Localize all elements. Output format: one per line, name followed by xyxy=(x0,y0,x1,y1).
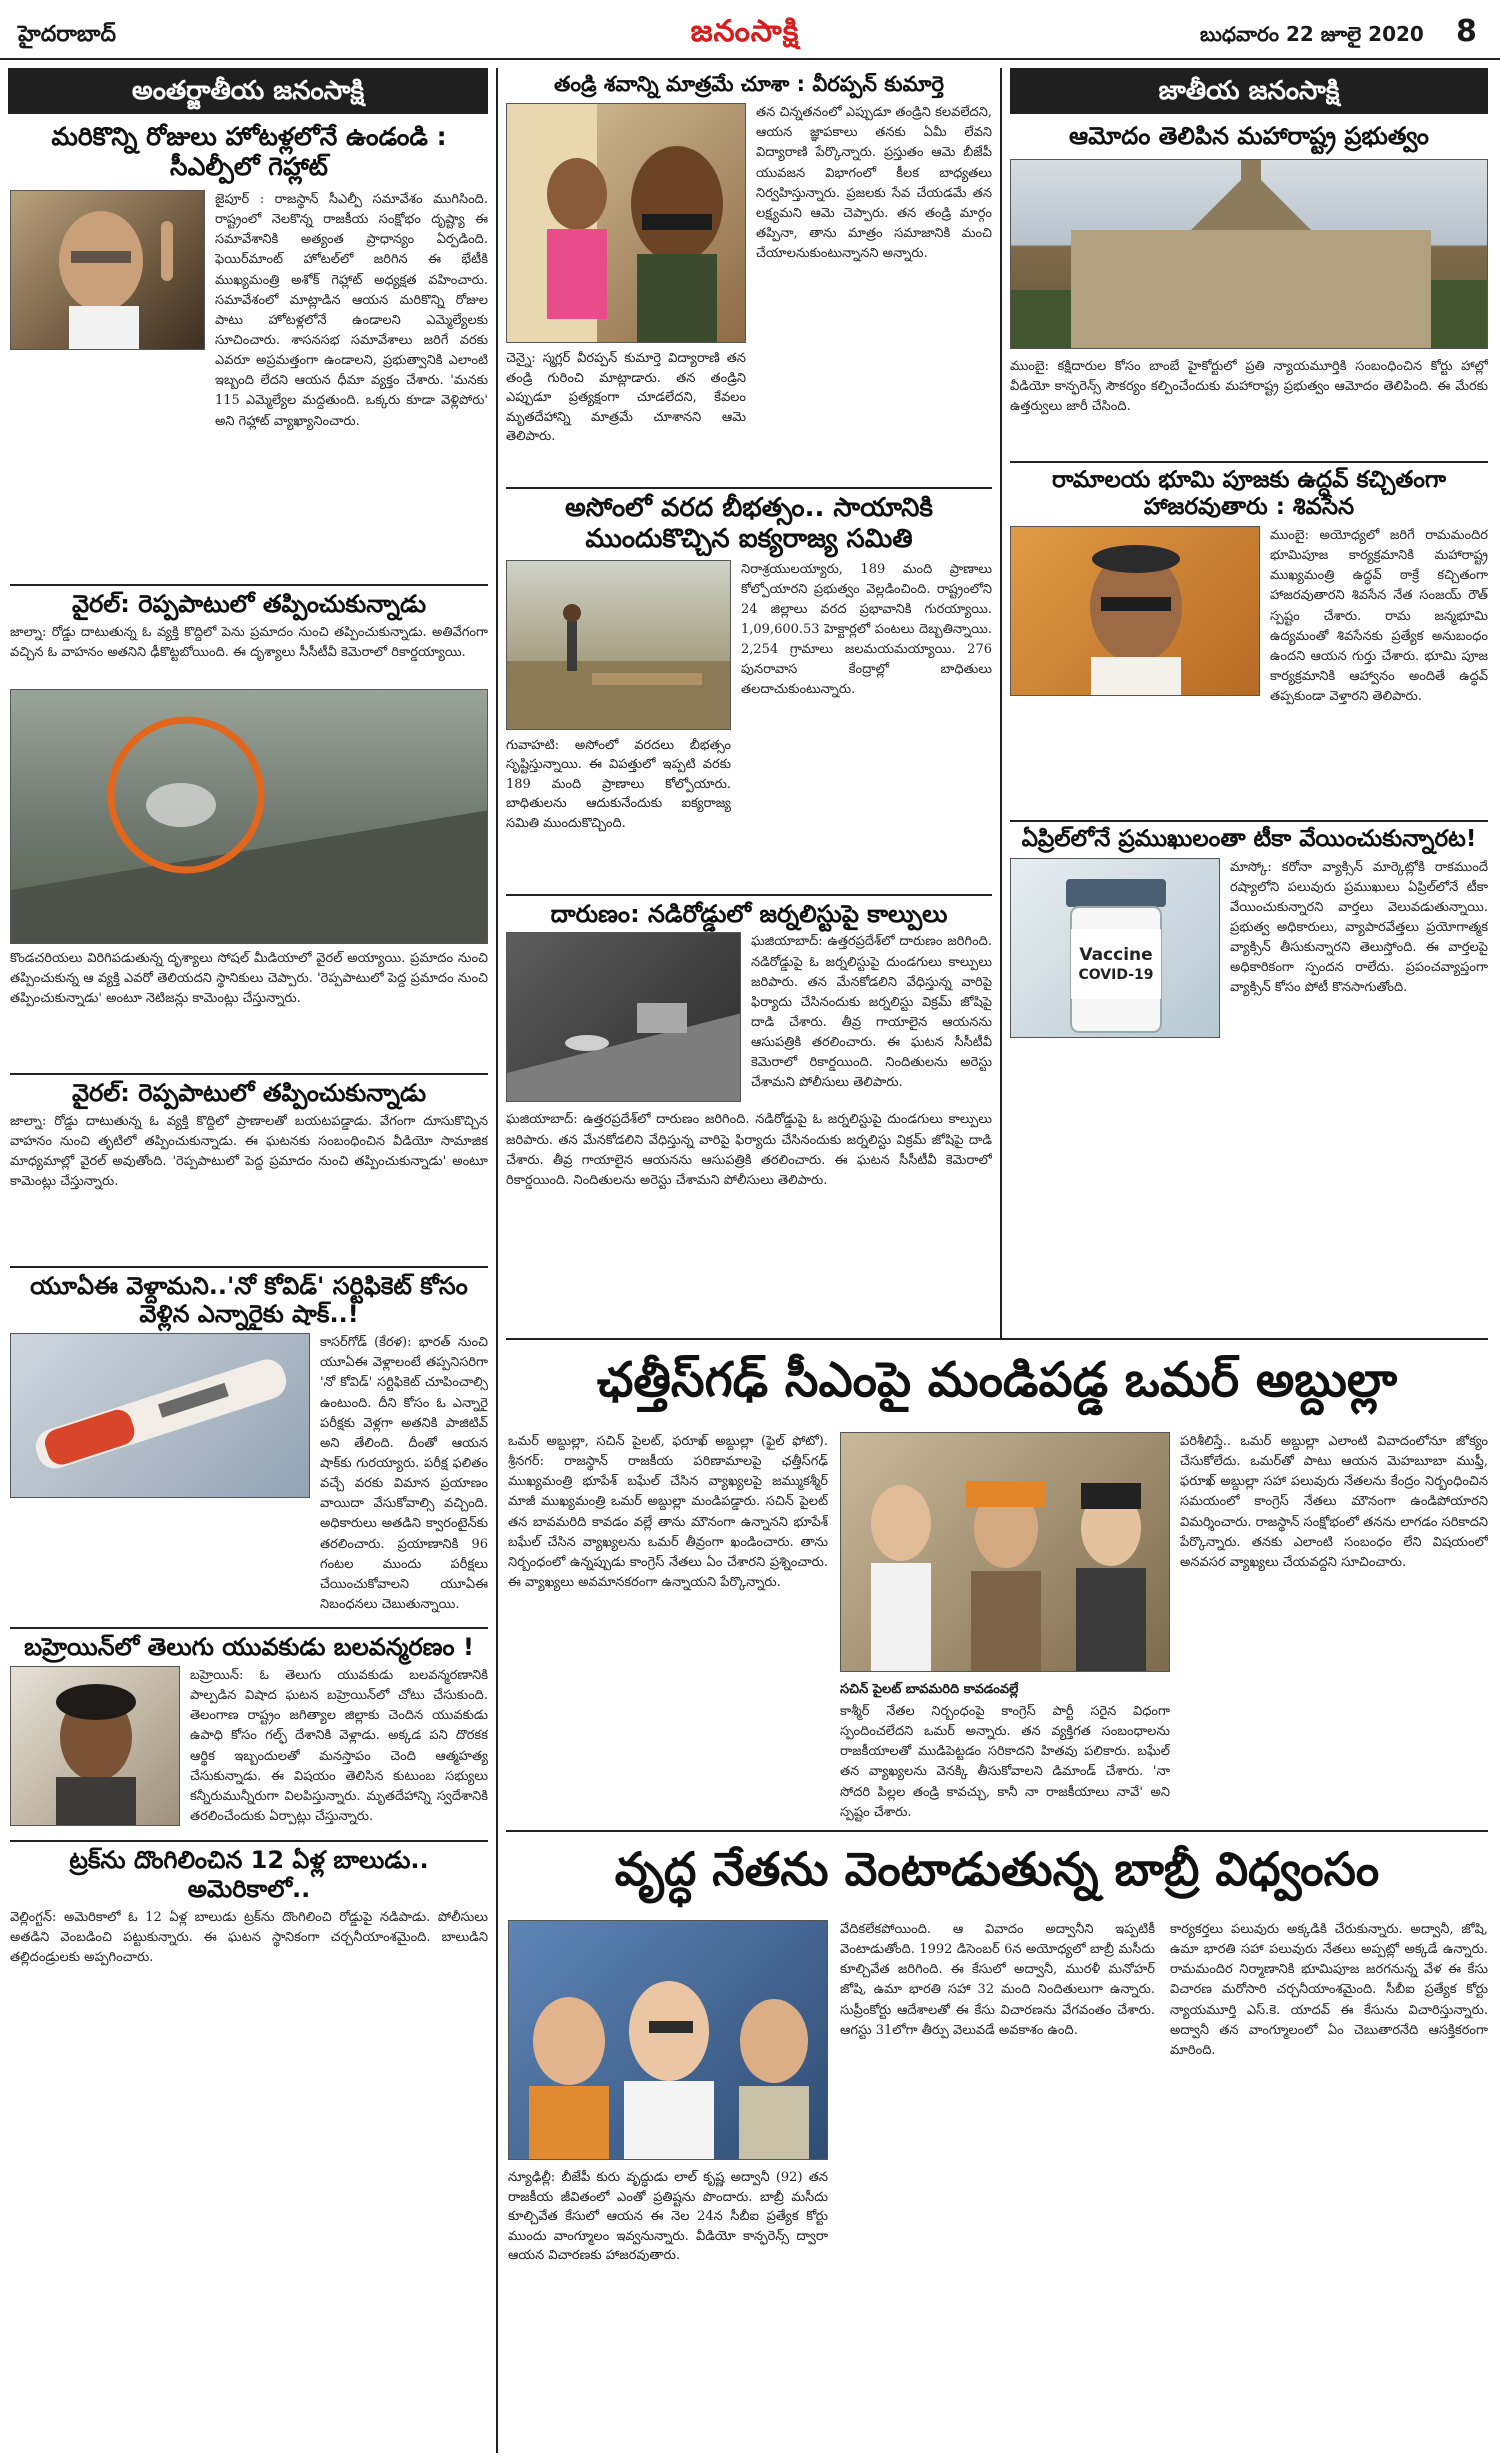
column-national xyxy=(1010,122,1488,1334)
page-number: 8 xyxy=(1456,14,1477,49)
photo-gehlot xyxy=(10,190,205,350)
article-veerappan-body: తన చిన్నతనంలో ఎప్పుడూ తండ్రిని కలవలేదని, ఆయన జ్ఞాపకాలు తనకు ఏమీ లేవని విద్యారాణి పేర్కొన్నారు. ప్రస్తుతం ఆమె బీజేపీ యువజన విభాగంలో కీలక బాధ్యతలు నిర్వహిస్తున్నారు. ప్రజలకు సేవ చేయడమే తన లక్ష్యమని ఆమె చెప్పారు. తన తండ్రి మార్గం తప్పినా, తాను మాత్రం సమాజానికి మంచి చేయాలనుకుంటున్నానని అన్నారు. xyxy=(756,105,992,262)
divider xyxy=(10,1073,488,1075)
page-header xyxy=(0,0,1500,60)
article-gehlot-body: జైపూర్ : రాజస్థాన్ సీఎల్పీ సమావేశం ముగిసింది. రాష్ట్రంలో నెలకొన్న రాజకీయ సంక్షోభం దృష్ట్యా ఈ సమావేశానికి అత్యంత ప్రాధాన్యం ఏర్పడింది. ఫెయిర్‌మాంట్ హోటల్‌లో జరిగిన ఈ భేటీకి ముఖ్యమంత్రి అశోక్ గెహ్లాట్ అధ్యక్షత వహించారు. సమావేశంలో మాట్లాడిన ఆయన మరికొన్ని రోజుల పాటు హోటళ్లలోనే ఉండాలని ఎమ్మెల్యేలకు సూచించారు. శాసనసభ సమావేశాలు జరిగే వరకు ఎవరూ అప్రమత్తంగా ఉండాలని, ప్రభుత్వానికి ఎలాంటి ఇబ్బంది లేదని ఆయన ధీమా వ్యక్తం చేశారు. 'మనకు 115 ఎమ్మెల్యేల మద్దతుంది. ఒక్కరు కూడా వెళ్లిపోరు' అని గెహ్లాట్ వ్యాఖ్యానించారు. xyxy=(215,192,488,429)
divider xyxy=(506,894,992,896)
dateline-city: హైదరాబాద్ xyxy=(18,22,116,47)
section-banner-national: జాతీయ జనంసాక్షి xyxy=(1010,68,1488,114)
vial-label-covid: COVID-19 xyxy=(1078,966,1154,983)
column-rule xyxy=(496,68,498,1338)
photo-sanjay-raut xyxy=(1010,526,1260,696)
article-omar-right: పరిశీలిస్తే.. ఒమర్ అబ్దుల్లా ఎలాంటి వివాదంలోనూ జోక్యం చేసుకోలేదు. ఒమర్‌తో పాటు ఆయన మెహబూబా ముఫ్తీ, ఫరూఖ్ అబ్దుల్లా సహా పలువురు నేతలను కేంద్రం నిర్బంధించిన సమయంలో కాంగ్రెస్ నేతలు మౌనంగా ఉండిపోయారని విమర్శించారు. రాజస్థాన్ సంక్షోభంలో తనను లాగడం సరికాదని పేర్కొన్నారు. తనకు ఎలాంటి సంబంధం లేని విషయంలో అనవసర వ్యాఖ్యలు చేయవద్దని సూచించారు. xyxy=(1180,1434,1488,1570)
caption-babri: న్యూఢిల్లీ: బీజేపీ కురు వృద్ధుడు లాల్ కృష్ణ అద్వానీ (92) తన రాజకీయ జీవితంలో ఎంతో ప్రతిష్టను పొందారు. బాబ్రీ మసీదు కూల్చివేత కేసులో ఆయన ఈ నెల 24న సీబీఐ ప్రత్యేక కోర్టు ముందు వాంగ్మూలం ఇవ్వనున్నారు. వీడియో కాన్ఫరెన్స్ ద్వారా ఆయన విచారణకు హాజరవుతారు. xyxy=(508,2170,828,2263)
article-viral-1-cont: కొండచరియలు విరిగిపడుతున్న దృశ్యాలు సోషల్ మీడియాలో వైరల్ అయ్యాయి. ప్రమాదం నుంచి తప్పించుకున్న ఆ వ్యక్తి ఎవరో తెలియదని స్థానికులు చెప్పారు. 'రెప్పపాటులో పెద్ద ప్రమాదం నుంచి తప్పించుకున్నాడు' అంటూ నెటిజన్లు కామెంట్లు చేస్తున్నారు. xyxy=(10,950,488,1007)
headline-omar-abdullah: ఛత్తీస్‌గఢ్ సీఎంపై మండిపడ్డ ఒమర్ అబ్దుల్లా xyxy=(596,1352,1398,1408)
divider xyxy=(10,1266,488,1268)
vial-label-vaccine: Vaccine xyxy=(1079,944,1153,965)
headline-viral-1: వైరల్: రెప్పపాటులో తప్పించుకున్నాడు xyxy=(71,590,427,618)
divider xyxy=(506,1338,1488,1340)
divider xyxy=(10,584,488,586)
caption-veerappan: చెన్నై: స్మగ్లర్ వీరప్పన్ కుమార్తె విద్యారాణి తన తండ్రి గురించి మాట్లాడారు. తన తండ్రిని ఎప్పుడూ ప్రత్యక్షంగా చూడలేదని, కేవలం మృతదేహాన్ని మాత్రమే చూశానని ఆమె తెలిపారు. xyxy=(506,351,746,445)
column-rule xyxy=(496,1338,498,2453)
headline-maharashtra: ఆమోదం తెలిపిన మహారాష్ట్ర ప్రభుత్వం xyxy=(1069,122,1429,150)
photo-assam-flood xyxy=(506,560,731,730)
divider xyxy=(10,1840,488,1842)
article-babri-mid: వేదికలేకపోయింది. ఆ వివాదం అద్వానీని ఇప్పటికీ వెంటాడుతోంది. 1992 డిసెంబర్ 6న అయోధ్యలో బాబ్రీ మసీదు కూల్చివేత జరిగింది. ఈ కేసులో అద్వానీ, మురళీ మనోహర్ జోషి, ఉమా భారతి సహా 32 మంది నిందితులుగా ఉన్నారు. సుప్రీంకోర్టు ఆదేశాలతో ఈ కేసు విచారణను వేగవంతం చేశారు. ఆగస్టు 31లోగా తీర్పు వెలువడే అవకాశం ఉంది. xyxy=(840,1922,1155,2038)
column-international xyxy=(10,122,488,2457)
masthead-logo: జనంసాక్షి xyxy=(690,14,800,49)
caption-assam: గువాహటి: అసోంలో వరదలు బీభత్సం సృష్టిస్తున్నాయి. ఈ విపత్తులో ఇప్పటి వరకు 189 మంది ప్రాణాలు కోల్పోయారు. బాధితులను ఆదుకునేందుకు ఐక్యరాజ్య సమితి ముందుకొచ్చింది. xyxy=(506,737,731,831)
column-middle xyxy=(506,72,992,1334)
section-banner-international: అంతర్జాతీయ జనంసాక్షి xyxy=(8,68,488,114)
article-vaccine-body: మాస్కో: కరోనా వ్యాక్సిన్ మార్కెట్లోకి రాకముందే రష్యాలోని పలువురు ప్రముఖులు ఏప్రిల్‌లోనే టీకా వేయించుకున్నారని వార్తలు వెలువడుతున్నాయి. ప్రభుత్వ అధికారులు, వ్యాపారవేత్తలు ప్రయోగాత్మక వ్యాక్సిన్ తీసుకున్నారని తెలుస్తోంది. ఈ వార్తలపై అధికారికంగా స్పందన రాలేదు. ప్రపంచవ్యాప్తంగా వ్యాక్సిన్ కోసం పోటీ కొనసాగుతోంది. xyxy=(1230,859,1488,996)
photo-bombay-high-court xyxy=(1010,159,1488,349)
headline-veerappan: తండ్రి శవాన్ని మాత్రమే చూశా : వీరప్పన్ కుమార్తె xyxy=(554,72,944,96)
article-viral-1-body: జాల్నా: రోడ్డు దాటుతున్న ఓ వ్యక్తి కొద్దిలో పెను ప్రమాదం నుంచి తప్పించుకున్నాడు. అతివేగంగా వచ్చిన ఓ వాహనం అతనిని ఢీకొట్టబోయింది. ఈ దృశ్యాలు సీసీటీవీ కెమెరాలో రికార్డయ్యాయి. xyxy=(10,624,488,660)
divider xyxy=(1010,461,1488,463)
photo-bahrain-youth xyxy=(10,1666,180,1826)
article-journalist-intro: ఘజియాబాద్: ఉత్తరప్రదేశ్‌లో దారుణం జరిగింది. నడిరోడ్డుపై ఓ జర్నలిస్టుపై దుండగులు కాల్పులు జరిపారు. తన మేనకోడలిని వేధిస్తున్న వారిపై ఫిర్యాదు చేసినందుకు జర్నలిస్టు విక్రమ్ జోషిపై దాడి చేశారు. తీవ్ర గాయాలైన ఆయనను ఆసుపత్రికి తరలించారు. ఈ ఘటన సీసీటీవీ కెమెరాలో రికార్డయింది. నిందితులను అరెస్టు చేశామని పోలీసులు తెలిపారు. xyxy=(751,934,992,1091)
headline-vaccine: ఏప్రిల్‌లోనే ప్రముఖులంతా టీకా వేయించుకున్నారట! xyxy=(1021,825,1477,852)
headline-bahrain: బహ్రెయిన్‌లో తెలుగు యువకుడు బలవన్మరణం ! xyxy=(24,1633,474,1662)
article-babri-right: కార్యకర్తలు పలువురు అక్కడికి చేరుకున్నారు. అద్వానీ, జోషి, ఉమా భారతి సహా పలువురు నేతలు అప్పట్లో అక్కడే ఉన్నారు. రామమందిర నిర్మాణానికి భూమిపూజ జరగనున్న వేళ ఈ కేసు విచారణ మరోసారి చర్చనీయాంశమైంది. సీబీఐ ప్రత్యేక కోర్టు న్యాయమూర్తి ఎస్.కె. యాదవ్ ఈ కేసును విచారిస్తున్నారు. అద్వానీ తన వాంగ్మూలంలో ఏం చెబుతారనేది ఆసక్తికరంగా మారింది. xyxy=(1170,1922,1488,2058)
column-rule xyxy=(1000,68,1002,1338)
headline-journalist: దారుణం: నడిరోడ్డులో జర్నలిస్టుపై కాల్పులు xyxy=(550,899,948,928)
caption-omar-photo: సచిన్ పైలట్ బావమరిది కావడంవల్లే xyxy=(840,1682,1019,1697)
headline-viral-2: వైరల్: రెప్పపాటులో తప్పించుకున్నాడు xyxy=(71,1078,427,1107)
headline-babri: వృద్ధ నేతను వెంటాడుతున్న బాబ్రీ విధ్వంసం xyxy=(614,1842,1380,1896)
divider xyxy=(10,1627,488,1629)
photo-cctv-shooting xyxy=(506,932,741,1102)
article-journalist-body: ఘజియాబాద్: ఉత్తరప్రదేశ్‌లో దారుణం జరిగింది. నడిరోడ్డుపై ఓ జర్నలిస్టుపై దుండగులు కాల్పులు జరిపారు. తన మేనకోడలిని వేధిస్తున్న వారిపై ఫిర్యాదు చేసినందుకు జర్నలిస్టు విక్రమ్ జోషిపై దాడి చేశారు. తీవ్ర గాయాలైన ఆయనను ఆసుపత్రికి తరలించారు. ఈ ఘటన సీసీటీవీ కెమెరాలో రికార్డయింది. నిందితులను అరెస్టు చేశామని పోలీసులు తెలిపారు. xyxy=(506,1112,992,1188)
article-bahrain-body: బహ్రెయిన్: ఓ తెలుగు యువకుడు బలవన్మరణానికి పాల్పడిన విషాద ఘటన బహ్రెయిన్‌లో చోటు చేసుకుంది. తెలంగాణ రాష్ట్రం జగిత్యాల జిల్లాకు చెందిన యువకుడు ఉపాధి కోసం గల్ఫ్ దేశానికి వెళ్లాడు. అక్కడ పని దొరకక ఆర్థిక ఇబ్బందులతో మనస్తాపం చెంది ఆత్మహత్య చేసుకున్నాడు. ఈ విషయం తెలిసిన కుటుంబ సభ్యులు కన్నీరుమున్నీరుగా విలపిస్తున్నారు. మృతదేహాన్ని స్వదేశానికి తరలించేందుకు ఏర్పాట్లు చేస్తున్నారు. xyxy=(190,1667,488,1824)
article-assam-body: నిరాశ్రయులయ్యారు, 189 మంది ప్రాణాలు కోల్పోయారని ప్రభుత్వం వెల్లడించింది. రాష్ట్రంలోని 24 జిల్లాలు వరద ప్రభావానికి గురయ్యాయి. 1,09,600.53 హెక్టార్లలో పంటలు దెబ్బతిన్నాయి. 2,254 గ్రామాలు జలమయమయ్యాయి. 276 పునరావాస కేంద్రాల్లో బాధితులు తలదాచుకుంటున్నారు. xyxy=(741,561,992,698)
photo-advani-leaders xyxy=(508,1920,828,2160)
issue-date: బుధవారం 22 జూలై 2020 xyxy=(1200,22,1424,46)
article-ram-temple-body: ముంబై: అయోధ్యలో జరిగే రామమందిర భూమిపూజ కార్యక్రమానికి మహారాష్ట్ర ముఖ్యమంత్రి ఉద్ధవ్ ఠాక్రే కచ్చితంగా హాజరవుతారని శివసేన నేత సంజయ్ రౌత్ స్పష్టం చేశారు. రామ జన్మభూమి ఉద్యమంతో శివసేనకు ప్రత్యేక అనుబంధం ఉందని ఆయన గుర్తు చేశారు. భూమి పూజ కార్యక్రమానికి ఆహ్వానం అందితే ఉద్ధవ్ తప్పకుండా వెళ్తారని తెలిపారు. xyxy=(1270,527,1488,705)
divider xyxy=(506,487,992,489)
headline-ram-temple: రామాలయ భూమి పూజకు ఉద్ధవ్ కచ్చితంగా హాజరవుతారు : శివసేన xyxy=(1051,466,1447,521)
photo-veerappan-daughter xyxy=(506,103,746,343)
article-truck-body: వెల్లింగ్టన్: అమెరికాలో ఓ 12 ఏళ్ల బాలుడు ట్రక్‌ను దొంగిలించి రోడ్డుపై నడిపాడు. పోలీసులు అతడిని వెంబడించి పట్టుకున్నారు. ఈ ఘటన స్థానికంగా చర్చనీయాంశమైంది. బాలుడిని తల్లిదండ్రులకు అప్పగించారు. xyxy=(10,1909,488,1965)
photo-cctv-road xyxy=(10,689,488,944)
headline-gehlot: మరికొన్ని రోజులు హోటళ్లలోనే ఉండండి : సీఎల్పీలో గెహ్లాట్ xyxy=(51,122,447,181)
photo-omar-pilot-farooq xyxy=(840,1432,1170,1672)
headline-truck: ట్రక్‌ను దొంగిలించిన 12 ఏళ్ల బాలుడు.. అమెరికాలో.. xyxy=(69,1845,429,1903)
headline-nri: యూఏఈ వెళ్దామని..'నో కోవిడ్' సర్టిఫికెట్ కోసం వెళ్లిన ఎన్నారైకు షాక్..! xyxy=(30,1271,468,1329)
photo-covid-test-tube xyxy=(10,1333,310,1498)
article-viral-2-body: జాల్నా: రోడ్డు దాటుతున్న ఓ వ్యక్తి కొద్దిలో ప్రాణాలతో బయటపడ్డాడు. వేగంగా దూసుకొచ్చిన వాహనం నుంచి తృటిలో తప్పించుకున్నాడు. ఈ ఘటనకు సంబంధించిన వీడియో సామాజిక మాధ్యమాల్లో వైరల్ అవుతోంది. 'రెప్పపాటులో పెద్ద ప్రమాదం నుంచి తప్పించుకున్నాడు' అంటూ కామెంట్లు చేస్తున్నారు. xyxy=(10,1113,488,1190)
divider xyxy=(506,1830,1488,1832)
article-omar-mid: కాశ్మీర్ నేతల నిర్బంధంపై కాంగ్రెస్ పార్టీ సరైన విధంగా స్పందించలేదని ఒమర్ అన్నారు. తన వ్యక్తిగత సంబంధాలను రాజకీయాలతో ముడిపెట్టడం సరికాదని హితవు పలికారు. బఘేల్ తన వ్యాఖ్యలను వెనక్కి తీసుకోవాలని డిమాండ్ చేశారు. 'నా సోదరి పిల్లల తండ్రి కావచ్చు, కానీ నా రాజకీయాలు నావే' అని స్పష్టం చేశారు. xyxy=(840,1704,1170,1820)
article-maharashtra-body: ముంబై: కక్షిదారుల కోసం బాంబే హైకోర్టులో ప్రతి న్యాయమూర్తికి సంబంధించిన కోర్టు హాల్లో వీడియో కాన్ఫరెన్స్ సౌకర్యం కల్పించేందుకు మహారాష్ట్ర ప్రభుత్వం ఆమోదం తెలిపింది. ఈ మేరకు ఉత్తర్వులు జారీ చేసింది. xyxy=(1010,358,1488,415)
article-nri-body: కాసర్‌గోడ్ (కేరళ): భారత్ నుంచి యూఏఈ వెళ్లాలంటే తప్పనిసరిగా 'నో కోవిడ్' సర్టిఫికెట్ చూపించాల్సి ఉంటుంది. దీని కోసం ఓ ఎన్నారై పరీక్షకు వెళ్లగా అతనికి పాజిటివ్ అని తేలింది. దీంతో ఆయన షాక్‌కు గురయ్యారు. పరీక్ష ఫలితం వచ్చే వరకు విమాన ప్రయాణం వాయిదా వేసుకోవాల్సి వచ్చింది. అధికారులు అతడిని క్వారంటైన్‌కు తరలించారు. ప్రయాణానికి 96 గంటల ముందు పరీక్షలు చేయించుకోవాలని యూఏఈ నిబంధనలు చెబుతున్నాయి. xyxy=(320,1335,488,1613)
headline-assam-floods: అసోంలో వరద బీభత్సం.. సాయానికి ముందుకొచ్చిన ఐక్యరాజ్య సమితి xyxy=(564,493,934,555)
photo-vaccine-vial xyxy=(1010,858,1220,1038)
divider xyxy=(1010,820,1488,822)
article-omar-left: ఒమర్ అబ్దుల్లా, సచిన్ పైలట్, ఫరూఖ్ అబ్దుల్లా (ఫైల్ ఫోటో). శ్రీనగర్: రాజస్థాన్ రాజకీయ పరిణామాలపై ఛత్తీస్‌గఢ్ ముఖ్యమంత్రి భూపేశ్ బఘేల్ చేసిన వ్యాఖ్యలపై జమ్ముకశ్మీర్ మాజీ ముఖ్యమంత్రి ఒమర్ అబ్దుల్లా మండిపడ్డారు. సచిన్ పైలట్ తన బావమరిది కావడం వల్లే తాను మౌనంగా ఉన్నానని భూపేశ్ బఘేల్ చేసిన వ్యాఖ్యలను ఒమర్ తీవ్రంగా ఖండించారు. తాను నిర్బంధంలో ఉన్నప్పుడు కాంగ్రెస్ నేతలు ఏం చేశారని ప్రశ్నించారు. ఈ వ్యాఖ్యలు అవమానకరంగా ఉన్నాయని పేర్కొన్నారు. xyxy=(508,1434,828,1590)
